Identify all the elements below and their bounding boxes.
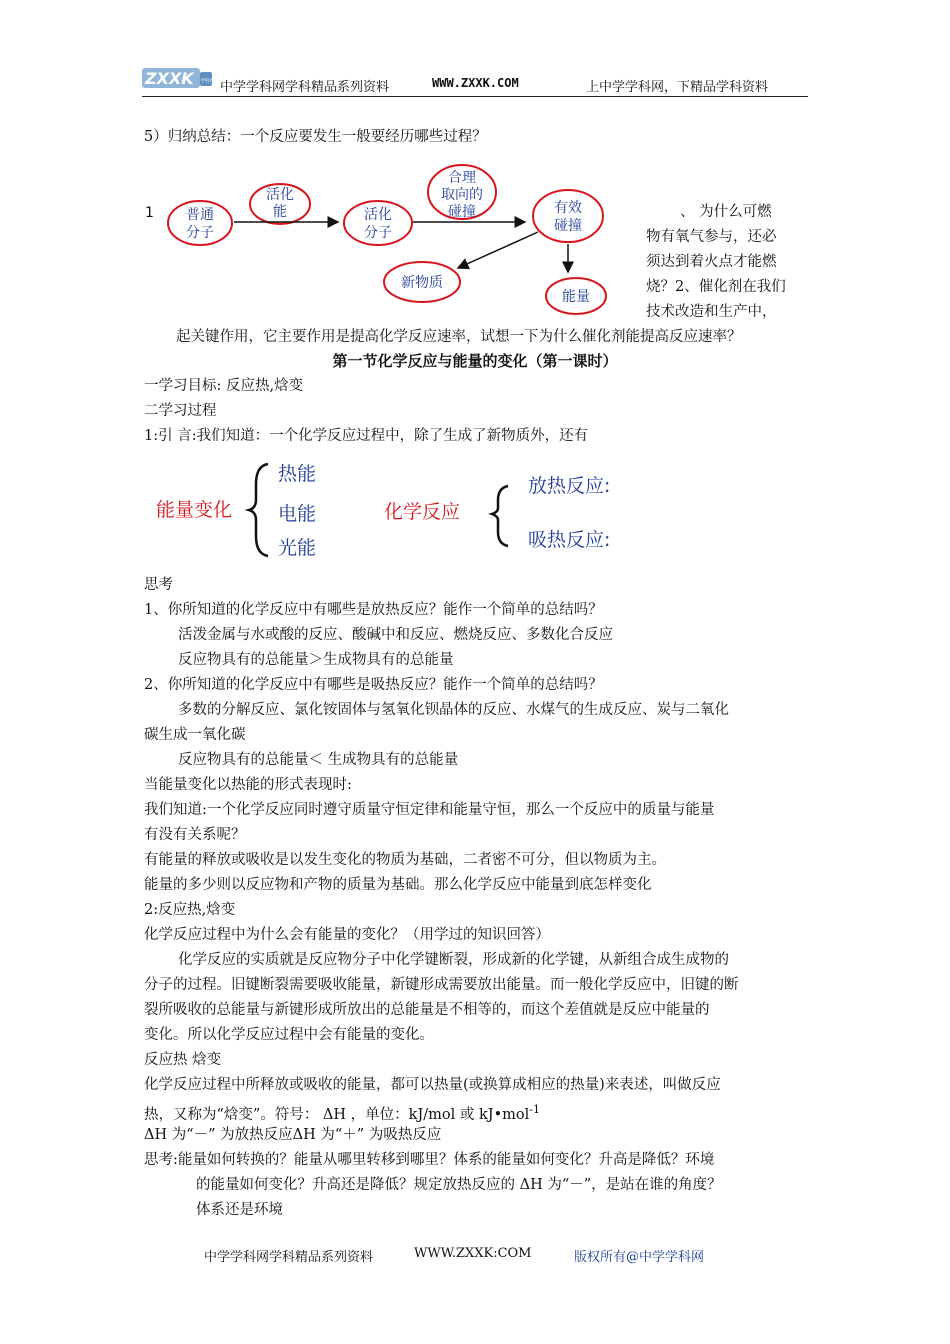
svg-text:活化: 活化: [266, 187, 294, 203]
svg-text:能量: 能量: [562, 289, 590, 305]
heat-energy-label: 热能: [278, 463, 317, 485]
text-line: 有能量的释放或吸收是以发生变化的物质为基础，二者密不可分，但以物质为主。: [144, 852, 666, 868]
unit-superscript: -1: [529, 1103, 540, 1116]
svg-text:有效: 有效: [554, 200, 582, 216]
arrow-3: [458, 232, 538, 268]
text-line: 分子的过程。旧键断裂需要吸收能量，新键形成需要放出能量。而一般化学反应中，旧键的断: [144, 977, 739, 993]
text-line: 能量的多少则以反应物和产物的质量为基础。那么化学反应中能量到底怎样变化: [144, 877, 652, 893]
left-brace: [249, 464, 268, 556]
text-line: 活泼金属与水或酸的反应、酸碱中和反应、燃烧反应、多数化合反应: [178, 627, 613, 643]
text-line: 化学反应过程中所释放或吸收的能量，都可以热量(或换算成相应的热量)来表述，叫做反应: [144, 1077, 721, 1093]
svg-text:分子: 分子: [186, 225, 214, 241]
text-line: 多数的分解反应、氯化铵固体与氢氧化钡晶体的反应、水煤气的生成反应、炭与二氧化: [178, 702, 729, 718]
text-line: 体系还是环境: [196, 1202, 283, 1218]
footer-url: WWW.ZXXK:COM: [414, 1246, 532, 1261]
text-line: 当能量变化以热能的形式表现时:: [144, 777, 352, 793]
svg-text:碰撞: 碰撞: [448, 204, 476, 220]
side-line-1: 、 为什么可燃: [680, 204, 772, 220]
side-line-4: 烧？2、催化剂在我们: [646, 279, 786, 295]
zxxk-logo: [142, 64, 212, 92]
intro-line: 1:引 言:我们知道：一个化学反应过程中，除了生成了新物质外，还有: [144, 428, 589, 444]
text-line: 裂所吸收的总能量与新键形成所放出的总能量是不相等的，而这个差值就是反应中能量的: [144, 1002, 710, 1018]
svg-text:普通: 普通: [186, 207, 214, 223]
side-line-3: 须达到着火点才能燃: [646, 254, 777, 270]
svg-text:能: 能: [273, 204, 287, 220]
text-line: 反应物具有的总能量＞生成物具有的总能量: [178, 652, 454, 668]
header-left-text: 中学学科网学科精品系列资料: [220, 80, 390, 95]
diagram-number: 1: [145, 205, 154, 221]
svg-text:取向的: 取向的: [441, 187, 483, 203]
exothermic-label: 放热反应:: [528, 475, 611, 497]
svg-text:碰撞: 碰撞: [554, 218, 582, 234]
text-line: 反应物具有的总能量＜ 生成物具有的总能量: [178, 752, 459, 768]
text-line: 化学反应过程中为什么会有能量的变化？（用学过的知识回答）: [144, 927, 550, 943]
svg-text:ZXXK: ZXXK: [145, 69, 194, 88]
electric-energy-label: 电能: [278, 503, 317, 525]
header-url: WWW.ZXXK.COM: [432, 76, 519, 90]
text-line: 2:反应热,焓变: [144, 902, 236, 918]
reaction-process-diagram: [140, 160, 620, 320]
text-line: 有没有关系呢？: [144, 827, 246, 843]
light-energy-label: 光能: [278, 537, 317, 559]
text-line: 我们知道:一个化学反应同时遵守质量守恒定律和能量守恒，那么一个反应中的质量与能量: [144, 802, 715, 818]
footer-copyright: 版权所有@中学学科网: [574, 1250, 705, 1265]
text-line: 2、你所知道的化学反应中有哪些是吸热反应？能作一个简单的总结吗？: [144, 677, 603, 693]
right-brace: [492, 486, 508, 546]
footer-left-text: 中学学科网学科精品系列资料: [204, 1250, 374, 1265]
text-line: ΔH 为“－” 为放热反应ΔH 为“＋” 为吸热反应: [144, 1127, 442, 1143]
node-effective-collision: [533, 190, 603, 242]
text-line: 化学反应的实质就是反应物分子中化学键断裂，形成新的化学键，从新组合成生成物的: [178, 952, 729, 968]
text-line: 反应热 焓变: [144, 1052, 222, 1068]
question-5: 5）归纳总结：一个反应要发生一般要经历哪些过程？: [144, 129, 487, 145]
svg-text:新物质: 新物质: [401, 275, 443, 291]
header-right-text: 上中学学科网，下精品学科资料: [586, 80, 769, 95]
section-title: 第一节化学反应与能量的变化（第一课时）: [332, 352, 618, 370]
learning-process: 二学习过程: [144, 403, 217, 419]
question-continued: 起关键作用，它主要作用是提高化学反应速率，试想一下为什么催化剂能提高反应速率？: [176, 329, 742, 345]
text-line: 1、你所知道的化学反应中有哪些是放热反应？能作一个简单的总结吗？: [144, 602, 603, 618]
text-line: 碳生成一氧化碳: [144, 727, 246, 743]
text-line: 思考: [144, 577, 173, 593]
svg-text:合理: 合理: [448, 170, 476, 186]
text-line: 的能量如何变化？升高还是降低？规定放热反应的 ΔH 为“－”，是站在谁的角度？: [196, 1177, 722, 1193]
endothermic-label: 吸热反应:: [528, 529, 611, 551]
side-line-2: 物有氧气参与，还必: [646, 229, 777, 245]
energy-change-label: 能量变化: [156, 499, 233, 521]
svg-text:活化: 活化: [364, 207, 392, 223]
side-line-5: 技术改造和生产中，: [646, 304, 777, 320]
learning-goal: 一学习目标: 反应热,焓变: [144, 378, 304, 394]
text-line-unit: 热，又称为“焓变”。符号： ΔH ，单位：kJ/mol 或 kJ•mol$^{-1}$: [144, 1103, 540, 1123]
svg-text:分子: 分子: [364, 225, 392, 241]
page-header: [142, 62, 808, 97]
energy-change-diagram: [150, 452, 670, 568]
chemical-reaction-label: 化学反应: [384, 501, 461, 523]
svg-text:学科网: 学科网: [200, 79, 214, 84]
text-line: 变化。所以化学反应过程中会有能量的变化。: [144, 1027, 434, 1043]
text-line: 思考:能量如何转换的？能量从哪里转移到哪里？体系的能量如何变化？升高是降低？环境: [144, 1152, 715, 1168]
